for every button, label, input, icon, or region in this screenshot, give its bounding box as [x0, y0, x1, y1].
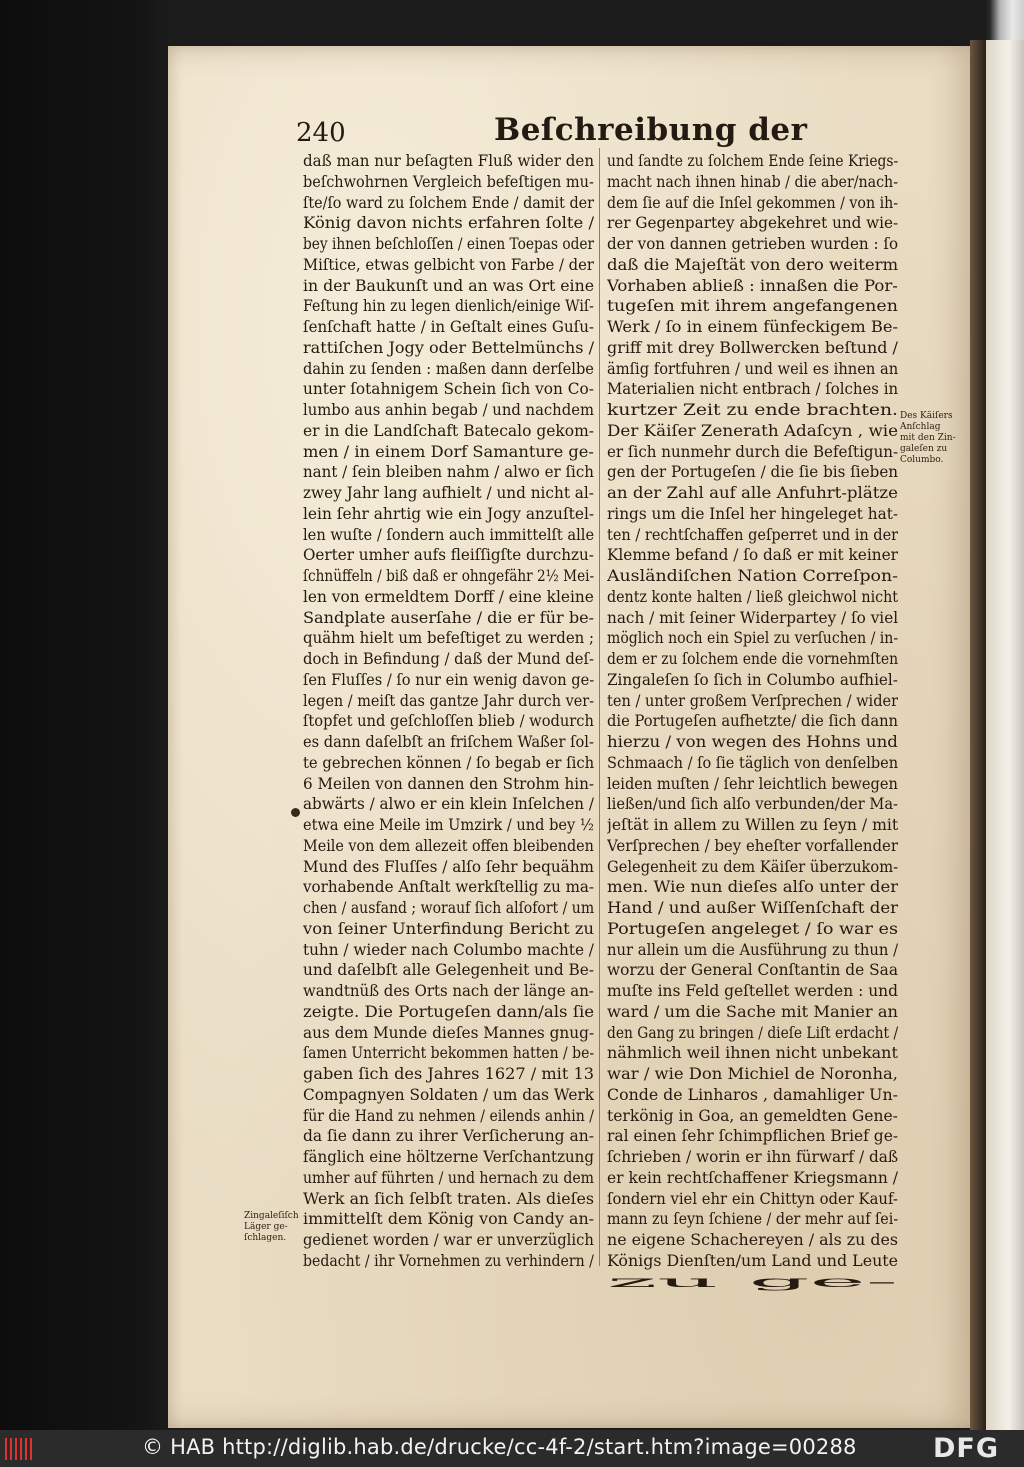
margin-note-line: mit den Zin-	[900, 433, 956, 443]
text-line: dem ſie auf die Inſel gekommen / von ih-	[607, 192, 898, 212]
text-line: ſte/ſo ward zu ſolchem Ende / damit der	[303, 192, 594, 212]
text-line: muſte ins Feld geſtellet werden : und	[607, 981, 898, 1000]
text-line: wandtnüß des Orts nach der länge an-	[303, 981, 594, 1000]
text-line: vorhabende Anſtalt werkſtellig zu ma-	[303, 877, 594, 897]
margin-note-line: Anſchlag	[900, 422, 941, 432]
margin-note-right	[900, 411, 956, 466]
text-line: Meile von dem allezeit offen bleibenden	[303, 835, 594, 855]
text-line: doch in Befindung / daß der Mund deſ-	[303, 649, 594, 668]
text-line: lein ſehr ahrtig wie ein Jogy anzuſtel-	[303, 503, 594, 523]
text-line: tugeſen mit ihrem angefangenen	[607, 296, 898, 316]
margin-note-left	[244, 1211, 299, 1244]
text-line: er in die Landſchaft Batecalo gekom-	[303, 420, 594, 440]
right-text-column	[607, 151, 898, 1292]
text-line: ne eigene Schachereyen / als zu des	[607, 1230, 898, 1249]
text-line: dem er zu ſolchem ende die vornehmſten	[607, 649, 898, 668]
text-line: terkönig in Goa, an gemeldten Gene-	[607, 1105, 898, 1125]
text-line: nur allein um die Ausführung zu thun /	[607, 939, 898, 959]
text-line: chen / ausfand ; worauf ſich alſofort / um	[303, 898, 594, 917]
text-line: 6 Meilen von dannen den Strohm hin-	[303, 773, 594, 793]
text-line: Materialien nicht entbrach / ſolches in	[607, 379, 898, 399]
text-line: lumbo aus anhin begab / und nachdem	[303, 400, 594, 419]
text-line: er kein rechtſchaffener Kriegsmann /	[607, 1167, 898, 1187]
text-line: für die Hand zu nehmen / eilends anhin /	[303, 1105, 594, 1125]
facing-page-edge	[986, 40, 1024, 1430]
text-line: nant / ſein bleiben nahm / alwo er ſich	[303, 462, 594, 482]
text-line: ſen Fluſſes / ſo nur ein wenig davon ge-	[303, 669, 594, 689]
text-line: bedacht / ihr Vornehmen zu verhindern /	[303, 1250, 594, 1270]
margin-note-line: Zingaleſiſch	[244, 1211, 299, 1221]
text-line: zwey Jahr lang aufhielt / und nicht al-	[303, 483, 594, 502]
text-line: kurtzer Zeit zu ende brachten.	[607, 400, 898, 419]
text-line: ral einen ſehr ſchimpflichen Brief ge-	[607, 1126, 898, 1146]
text-line: Königs Dienſten/um Land und Leute	[607, 1250, 898, 1270]
text-line: der von dannen getrieben wurden : ſo	[607, 234, 898, 253]
text-line: zu ge-	[607, 1271, 898, 1291]
margin-note-line: Des Käiſers	[900, 411, 953, 421]
margin-note-line: ſchlagen.	[244, 1233, 287, 1243]
text-line: immittelſt dem König von Candy an-	[303, 1209, 594, 1229]
copyright-link[interactable]: © HAB http://diglib.hab.de/drucke/cc-4f-2/start.htm?image=00288	[142, 1435, 857, 1459]
text-line: die Portugeſen aufhetzte/ die ſich dann	[607, 711, 898, 731]
book-spine	[970, 40, 986, 1430]
viewer-footer	[0, 1430, 1024, 1467]
text-line: Werk / ſo in einem fünfeckigem Be-	[607, 317, 898, 336]
text-line: quähm hielt um befeſtiget zu werden ;	[303, 628, 594, 648]
text-line: es dann daſelbſt an friſchem Waßer ſol-	[303, 732, 594, 751]
text-line: griff mit drey Bollwercken beſtund /	[607, 337, 898, 357]
text-line: Werk an ſich ſelbſt traten. Als dieſes	[303, 1188, 594, 1208]
text-line: len wuſte / ſondern auch immittelſt alle	[303, 524, 594, 544]
text-line: Miſtice, etwas gelbicht von Farbe / der	[303, 254, 594, 274]
text-line: rings um die Inſel her hingeleget hat-	[607, 503, 898, 523]
text-line: war / wie Don Michiel de Noronha,	[607, 1064, 898, 1083]
text-line: Klemme befand / ſo daß er mit keiner	[607, 545, 898, 565]
text-line: er ſich nunmehr durch die Befeſtigun-	[607, 441, 898, 461]
text-line: und daſelbſt alle Gelegenheit und Be-	[303, 960, 594, 980]
text-line: ſenſchaft hatte / in Geſtalt eines Guſu-	[303, 317, 594, 336]
text-line: bey ihnen beſchloſſen / einen Toepas oder	[303, 234, 594, 253]
text-line: mann zu ſeyn ſchiene / der mehr auf ſei-	[607, 1209, 898, 1229]
text-line: ämſig fortfuhren / und weil es ihnen an	[607, 358, 898, 378]
text-line: len von ermeldtem Dorff / eine kleine	[303, 586, 594, 606]
text-line: nähmlich weil ihnen nicht unbekant	[607, 1043, 898, 1063]
text-line: rattiſchen Jogy oder Bettelmünchs /	[303, 337, 594, 357]
text-line: rer Gegenpartey abgekehret und wie-	[607, 213, 898, 233]
text-line: Portugeſen angeleget / ſo war es	[607, 918, 898, 938]
text-line: Der Käiſer Zenerath Adaſcyn , wie	[607, 420, 898, 440]
text-line: worzu der General Conſtantin de Saa	[607, 960, 898, 980]
text-line: ten / unter großem Verſprechen / wider	[607, 690, 898, 710]
text-line: gedienet worden / war er unverzüglich	[303, 1230, 594, 1249]
ink-blot	[291, 808, 300, 817]
text-line: Hand / und außer Wiſſenſchaft der	[607, 898, 898, 917]
text-line: Ausländiſchen Nation Correſpon-	[607, 566, 898, 585]
margin-note-line: Columbo.	[900, 455, 944, 465]
text-line: ſchnüffeln / biß daß er ohngefähr 2½ Mei-	[303, 566, 594, 585]
text-line: Vorhaben abließ : innaßen die Por-	[607, 275, 898, 295]
text-line: Zingaleſen ſo ſich in Columbo aufhiel-	[607, 669, 898, 689]
running-head: Beſchreibung der	[494, 112, 808, 148]
text-line: und ſandte zu ſolchem Ende ſeine Kriegs-	[607, 151, 898, 170]
column-divider	[599, 148, 600, 1266]
text-line: König davon nichts erfahren ſolte /	[303, 213, 594, 233]
text-line: ward / um die Sache mit Manier an	[607, 1001, 898, 1021]
text-line: ſamen Unterricht bekommen hatten / be-	[303, 1043, 594, 1063]
margin-note-line: Läger ge-	[244, 1222, 288, 1232]
text-line: möglich noch ein Spiel zu verſuchen / in-	[607, 628, 898, 648]
text-line: Mund des Fluſſes / alſo ſehr bequähm	[303, 856, 594, 876]
text-line: zeigte. Die Portugeſen dann/als ſie	[303, 1001, 594, 1021]
text-line: daß die Majeſtät von dero weiterm	[607, 254, 898, 274]
text-line: gaben ſich des Jahres 1627 / mit 13	[303, 1064, 594, 1083]
text-line: macht nach ihnen hinab / die aber/nach-	[607, 171, 898, 191]
text-line: dentz konte halten / ließ gleichwol nicht	[607, 586, 898, 606]
text-line: Schmaach / ſo ſie täglich von denſelben	[607, 752, 898, 772]
text-line: hierzu / von wegen des Hohns und	[607, 732, 898, 751]
text-line: tuhn / wieder nach Columbo machte /	[303, 939, 594, 959]
text-line: te gebrechen können / ſo begab er ſich	[303, 752, 594, 772]
text-line: men / in einem Dorf Samanture ge-	[303, 441, 594, 461]
text-line: legen / meiſt das gantze Jahr durch ver-	[303, 690, 594, 710]
text-line: Conde de Linharos , damahliger Un-	[607, 1084, 898, 1104]
text-line: in der Baukunſt und an was Ort eine	[303, 275, 594, 295]
text-line: jeſtät in allem zu Willen zu ſeyn / mit	[607, 815, 898, 834]
text-line: etwa eine Meile im Umzirk / und bey ½	[303, 815, 594, 834]
text-line: Feſtung hin zu legen dienlich/einige Wiſ-	[303, 296, 594, 316]
text-line: ſondern viel ehr ein Chittyn oder Kauf-	[607, 1188, 898, 1208]
page-number: 240	[296, 118, 346, 148]
text-line: den Gang zu bringen / dieſe Liſt erdacht /	[607, 1022, 898, 1042]
text-line: Oerter umher aufs fleiſſigſte durchzu-	[303, 545, 594, 565]
text-line: da ſie dann zu ihrer Verſicherung an-	[303, 1126, 594, 1146]
left-text-column	[303, 151, 594, 1272]
text-line: leiden muſten / ſehr leichtlich bewegen	[607, 773, 898, 793]
text-line: abwärts / alwo er ein klein Inſelchen /	[303, 794, 594, 814]
text-line: ließen/und ſich alſo verbunden/der Ma-	[607, 794, 898, 814]
color-ruler-icon	[5, 1438, 33, 1460]
text-line: gen der Portugeſen / die ſie bis ſieben	[607, 462, 898, 482]
text-line: ſtopfet und geſchloſſen blieb / wodurch	[303, 711, 594, 731]
text-line: umher auf führten / und hernach zu dem	[303, 1167, 594, 1187]
margin-note-line: galeſen zu	[900, 444, 948, 454]
text-line: Sandplate auserſahe / die er für be-	[303, 607, 594, 627]
text-line: dahin zu ſenden : maßen dann derſelbe	[303, 358, 594, 378]
text-line: Compagnyen Soldaten / um das Werk	[303, 1084, 594, 1104]
text-line: Verſprechen / bey eheſter vorfallender	[607, 835, 898, 855]
text-line: nach / mit ſeiner Widerpartey / ſo viel	[607, 607, 898, 627]
text-line: beſchwohrnen Vergleich befeſtigen mu-	[303, 171, 594, 191]
text-line: an der Zahl auf alle Anfuhrt-plätze	[607, 483, 898, 502]
text-line: von ſeiner Unterfindung Bericht zu	[303, 918, 594, 938]
text-line: unter ſotahnigem Schein ſich von Co-	[303, 379, 594, 399]
text-line: men. Wie nun dieſes alſo unter der	[607, 877, 898, 897]
text-line: daß man nur beſagten Fluß wider den	[303, 151, 594, 170]
text-line: aus dem Munde dieſes Mannes gnug-	[303, 1022, 594, 1042]
dfg-logo: DFG	[933, 1433, 1000, 1464]
text-line: ten / rechtſchaffen geſperret und in der	[607, 524, 898, 544]
text-line: fänglich eine höltzerne Verſchantzung	[303, 1147, 594, 1166]
text-line: Gelegenheit zu dem Käiſer überzukom-	[607, 856, 898, 876]
text-line: ſchrieben / worin er ihn fürwarf / daß	[607, 1147, 898, 1166]
